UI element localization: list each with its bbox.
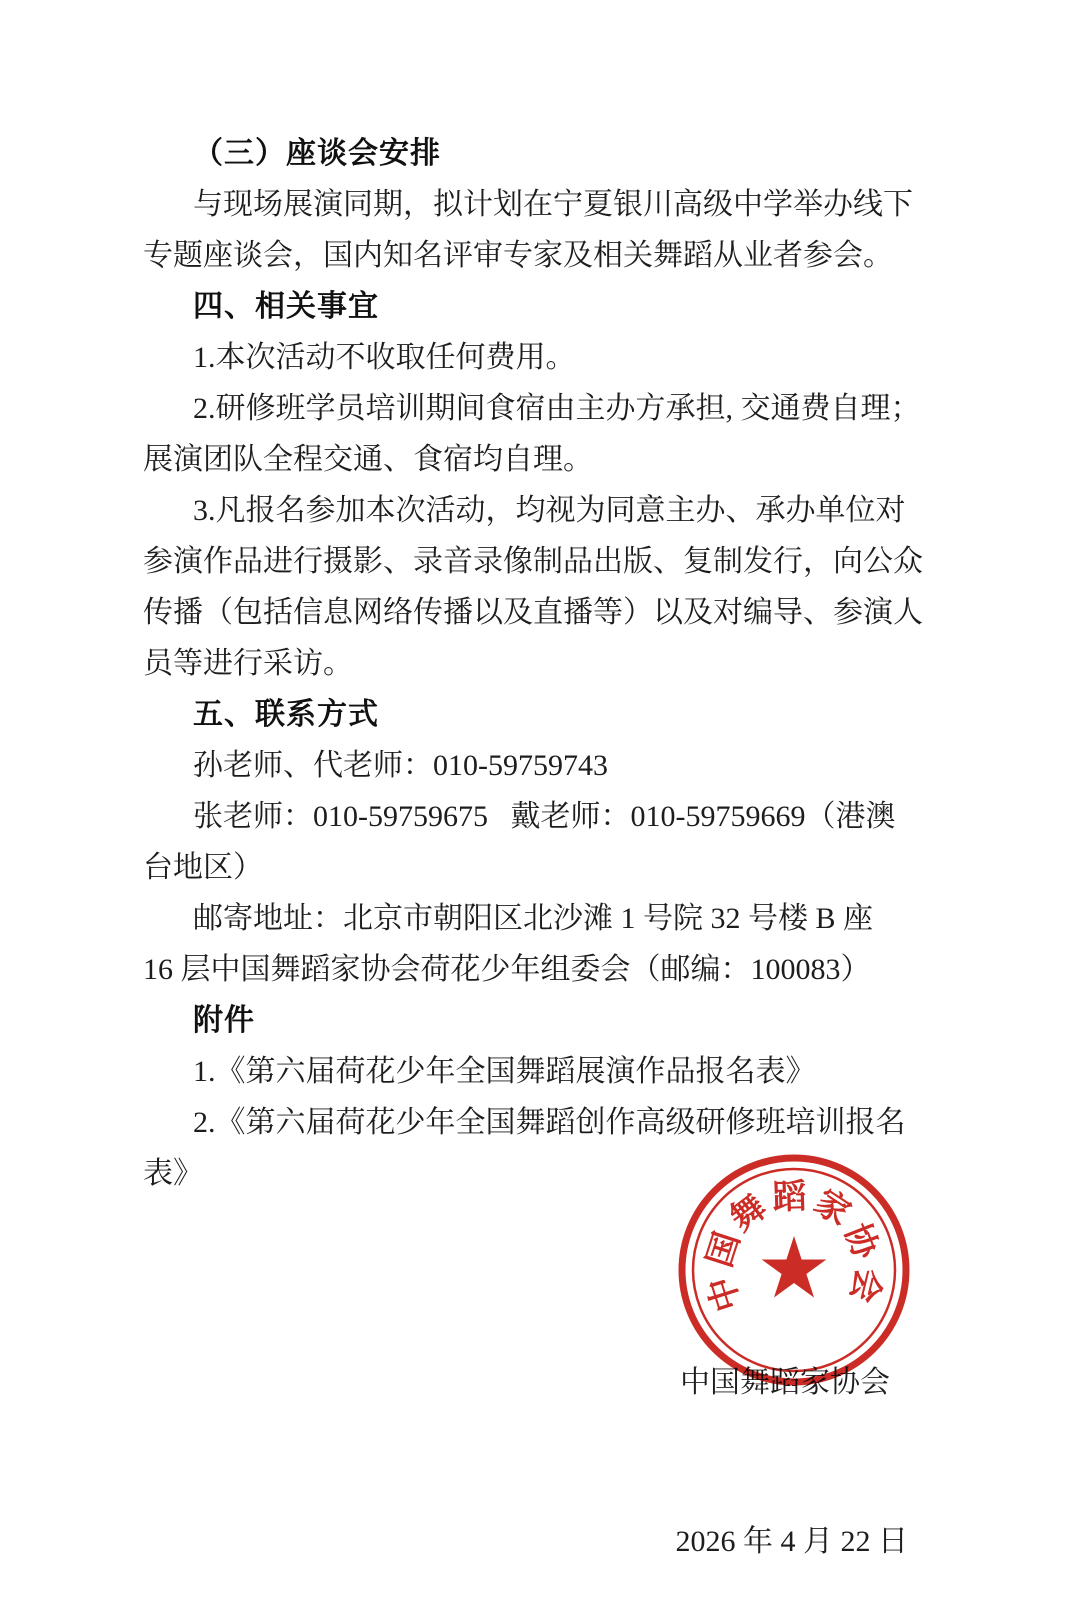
section-heading-attachments: 附件 [193, 1004, 255, 1037]
seal-star-icon [762, 1236, 827, 1298]
signature-org: 中国舞蹈家协会 [680, 1366, 890, 1399]
doc-line: 与现场展演同期，拟计划在宁夏银川高级中学举办线下 [193, 188, 913, 221]
mailing-address-line: 邮寄地址：北京市朝阳区北沙滩 1 号院 32 号楼 B 座 [193, 902, 874, 935]
document-body [143, 128, 943, 1199]
attachment-item: 表》 [143, 1157, 203, 1190]
attachment-item: 2.《第六届荷花少年全国舞蹈创作高级研修班培训报名 [193, 1106, 906, 1139]
attachment-item: 1.《第六届荷花少年全国舞蹈展演作品报名表》 [193, 1055, 816, 1088]
official-seal [676, 1152, 912, 1388]
seal-arc-text: 中国舞蹈家协会 [701, 1178, 887, 1316]
doc-line: 展演团队全程交通、食宿均自理。 [143, 443, 593, 476]
contact-line: 张老师：010-59759675 戴老师：010-59759669（港澳 [193, 800, 896, 833]
section-heading-forum: （三）座谈会安排 [193, 137, 441, 170]
doc-line: 1.本次活动不收取任何费用。 [193, 341, 576, 374]
doc-line: 参演作品进行摄影、录音录像制品出版、复制发行，向公众 [143, 545, 923, 578]
doc-line: 专题座谈会，国内知名评审专家及相关舞蹈从业者参会。 [143, 239, 893, 272]
doc-line: 2.研修班学员培训期间食宿由主办方承担, 交通费自理； [193, 392, 921, 425]
doc-line: 传播（包括信息网络传播以及直播等）以及对编导、参演人 [143, 596, 923, 629]
section-heading-related-matters: 四、相关事宜 [193, 290, 379, 323]
contact-line: 台地区） [143, 851, 263, 884]
doc-line: 3.凡报名参加本次活动，均视为同意主办、承办单位对 [193, 494, 906, 527]
section-heading-contact: 五、联系方式 [193, 698, 379, 731]
contact-line: 孙老师、代老师：010-59759743 [193, 749, 608, 782]
signature-date: 2026 年 4 月 22 日 [675, 1525, 908, 1558]
mailing-address-line: 16 层中国舞蹈家协会荷花少年组委会（邮编：100083） [143, 953, 871, 986]
doc-line: 员等进行采访。 [143, 647, 353, 680]
